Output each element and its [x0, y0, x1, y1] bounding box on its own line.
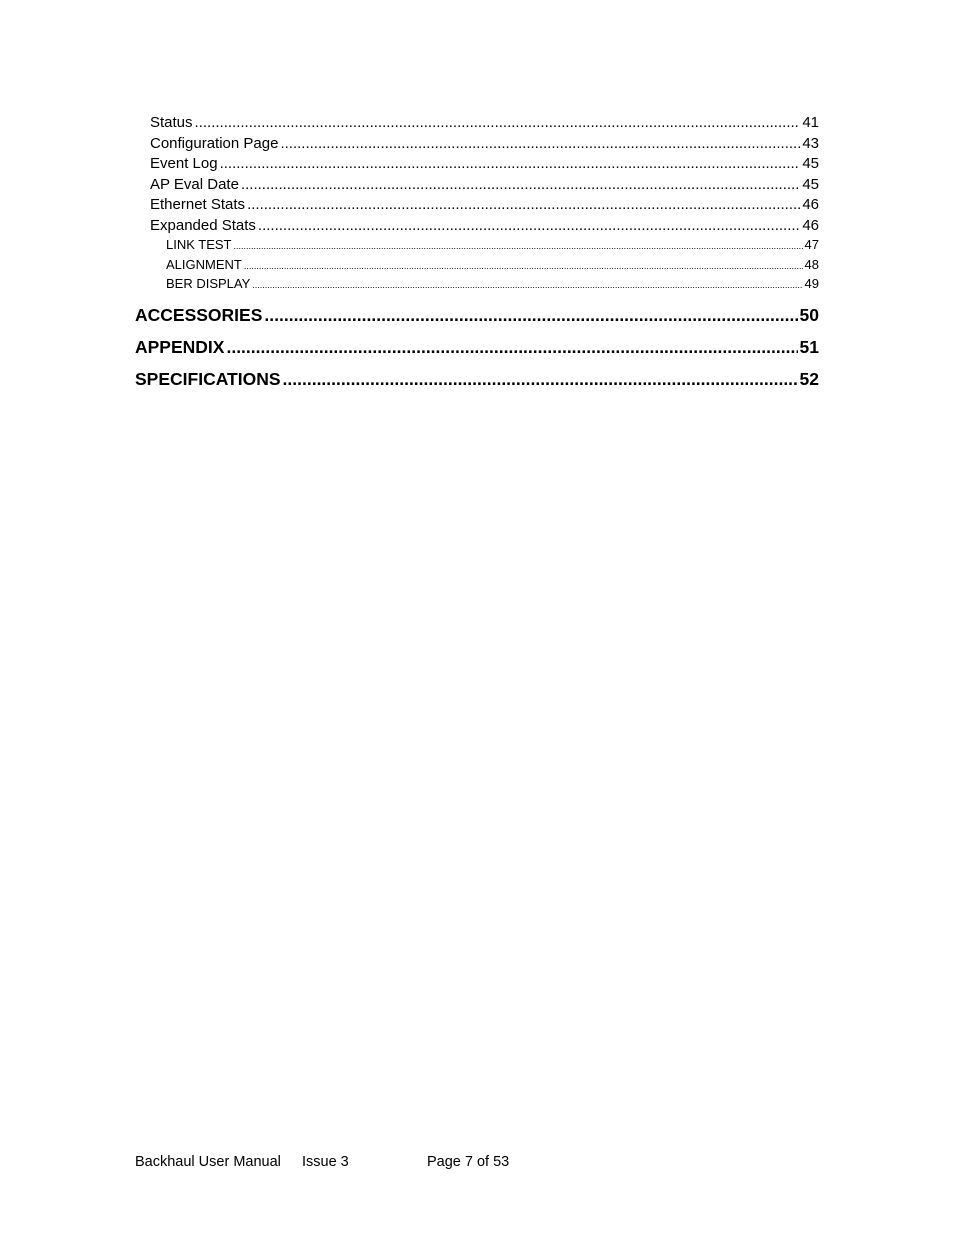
- dot-leader: [226, 331, 797, 363]
- dot-leader: [247, 195, 800, 216]
- toc-entry-title: ALIGNMENT: [166, 256, 242, 272]
- footer-page-number: Page 7 of 53: [427, 1154, 510, 1170]
- footer-issue: Issue 3: [302, 1154, 349, 1170]
- dot-leader: [258, 216, 800, 237]
- toc-entry-title: BER DISPLAY: [166, 276, 251, 291]
- toc-entry-specifications[interactable]: [135, 363, 819, 395]
- toc-entry-ethernet-stats[interactable]: [135, 195, 819, 216]
- toc-entry-alignment[interactable]: [135, 256, 819, 276]
- toc-entry-title: ACCESSORIES: [135, 304, 263, 325]
- toc-entry-link-test[interactable]: [135, 236, 819, 256]
- toc-entry-page: 41: [802, 114, 819, 131]
- toc-entry-page: 46: [802, 216, 819, 234]
- toc-entry-title: AP Eval Date: [150, 175, 239, 193]
- toc-entry-title: APPENDIX: [135, 336, 225, 357]
- toc-entry-event-log[interactable]: [135, 154, 819, 175]
- toc-entry-title: Configuration Page: [150, 134, 279, 152]
- table-of-contents: [135, 113, 819, 395]
- toc-entry-page: 43: [802, 134, 819, 152]
- dot-leader: [234, 237, 803, 256]
- toc-entry-page: 45: [802, 155, 819, 172]
- toc-entry-title: Expanded Stats: [150, 216, 256, 234]
- toc-entry-title: LINK TEST: [166, 237, 232, 252]
- toc-entry-title: Ethernet Stats: [150, 196, 246, 213]
- toc-entry-page: 52: [799, 368, 819, 389]
- toc-entry-accessories[interactable]: [135, 299, 819, 331]
- toc-entry-status[interactable]: [135, 113, 819, 134]
- dot-leader: [264, 299, 797, 331]
- dot-leader: [280, 134, 800, 155]
- dot-leader: [241, 175, 800, 196]
- toc-entry-page: 49: [804, 276, 819, 291]
- footer-manual-title: Backhaul User Manual: [135, 1154, 281, 1170]
- toc-entry-appendix[interactable]: [135, 331, 819, 363]
- toc-entry-page: 48: [804, 256, 819, 272]
- toc-entry-page: 47: [804, 237, 819, 252]
- toc-entry-page: 46: [802, 196, 819, 213]
- dot-leader: [220, 154, 801, 175]
- toc-entry-page: 50: [799, 304, 819, 325]
- dot-leader: [283, 363, 798, 395]
- toc-entry-page: 45: [802, 175, 819, 193]
- toc-entry-title: Status: [150, 114, 193, 131]
- dot-leader: [244, 257, 803, 276]
- toc-entry-page: 51: [799, 336, 819, 357]
- toc-entry-ber-display[interactable]: [135, 275, 819, 295]
- toc-entry-title: SPECIFICATIONS: [135, 368, 281, 389]
- dot-leader: [195, 113, 801, 134]
- toc-entry-title: Event Log: [150, 155, 218, 172]
- dot-leader: [252, 276, 802, 295]
- toc-entry-configuration-page[interactable]: [135, 134, 819, 155]
- toc-entry-ap-eval-date[interactable]: [135, 175, 819, 196]
- toc-entry-expanded-stats[interactable]: [135, 216, 819, 237]
